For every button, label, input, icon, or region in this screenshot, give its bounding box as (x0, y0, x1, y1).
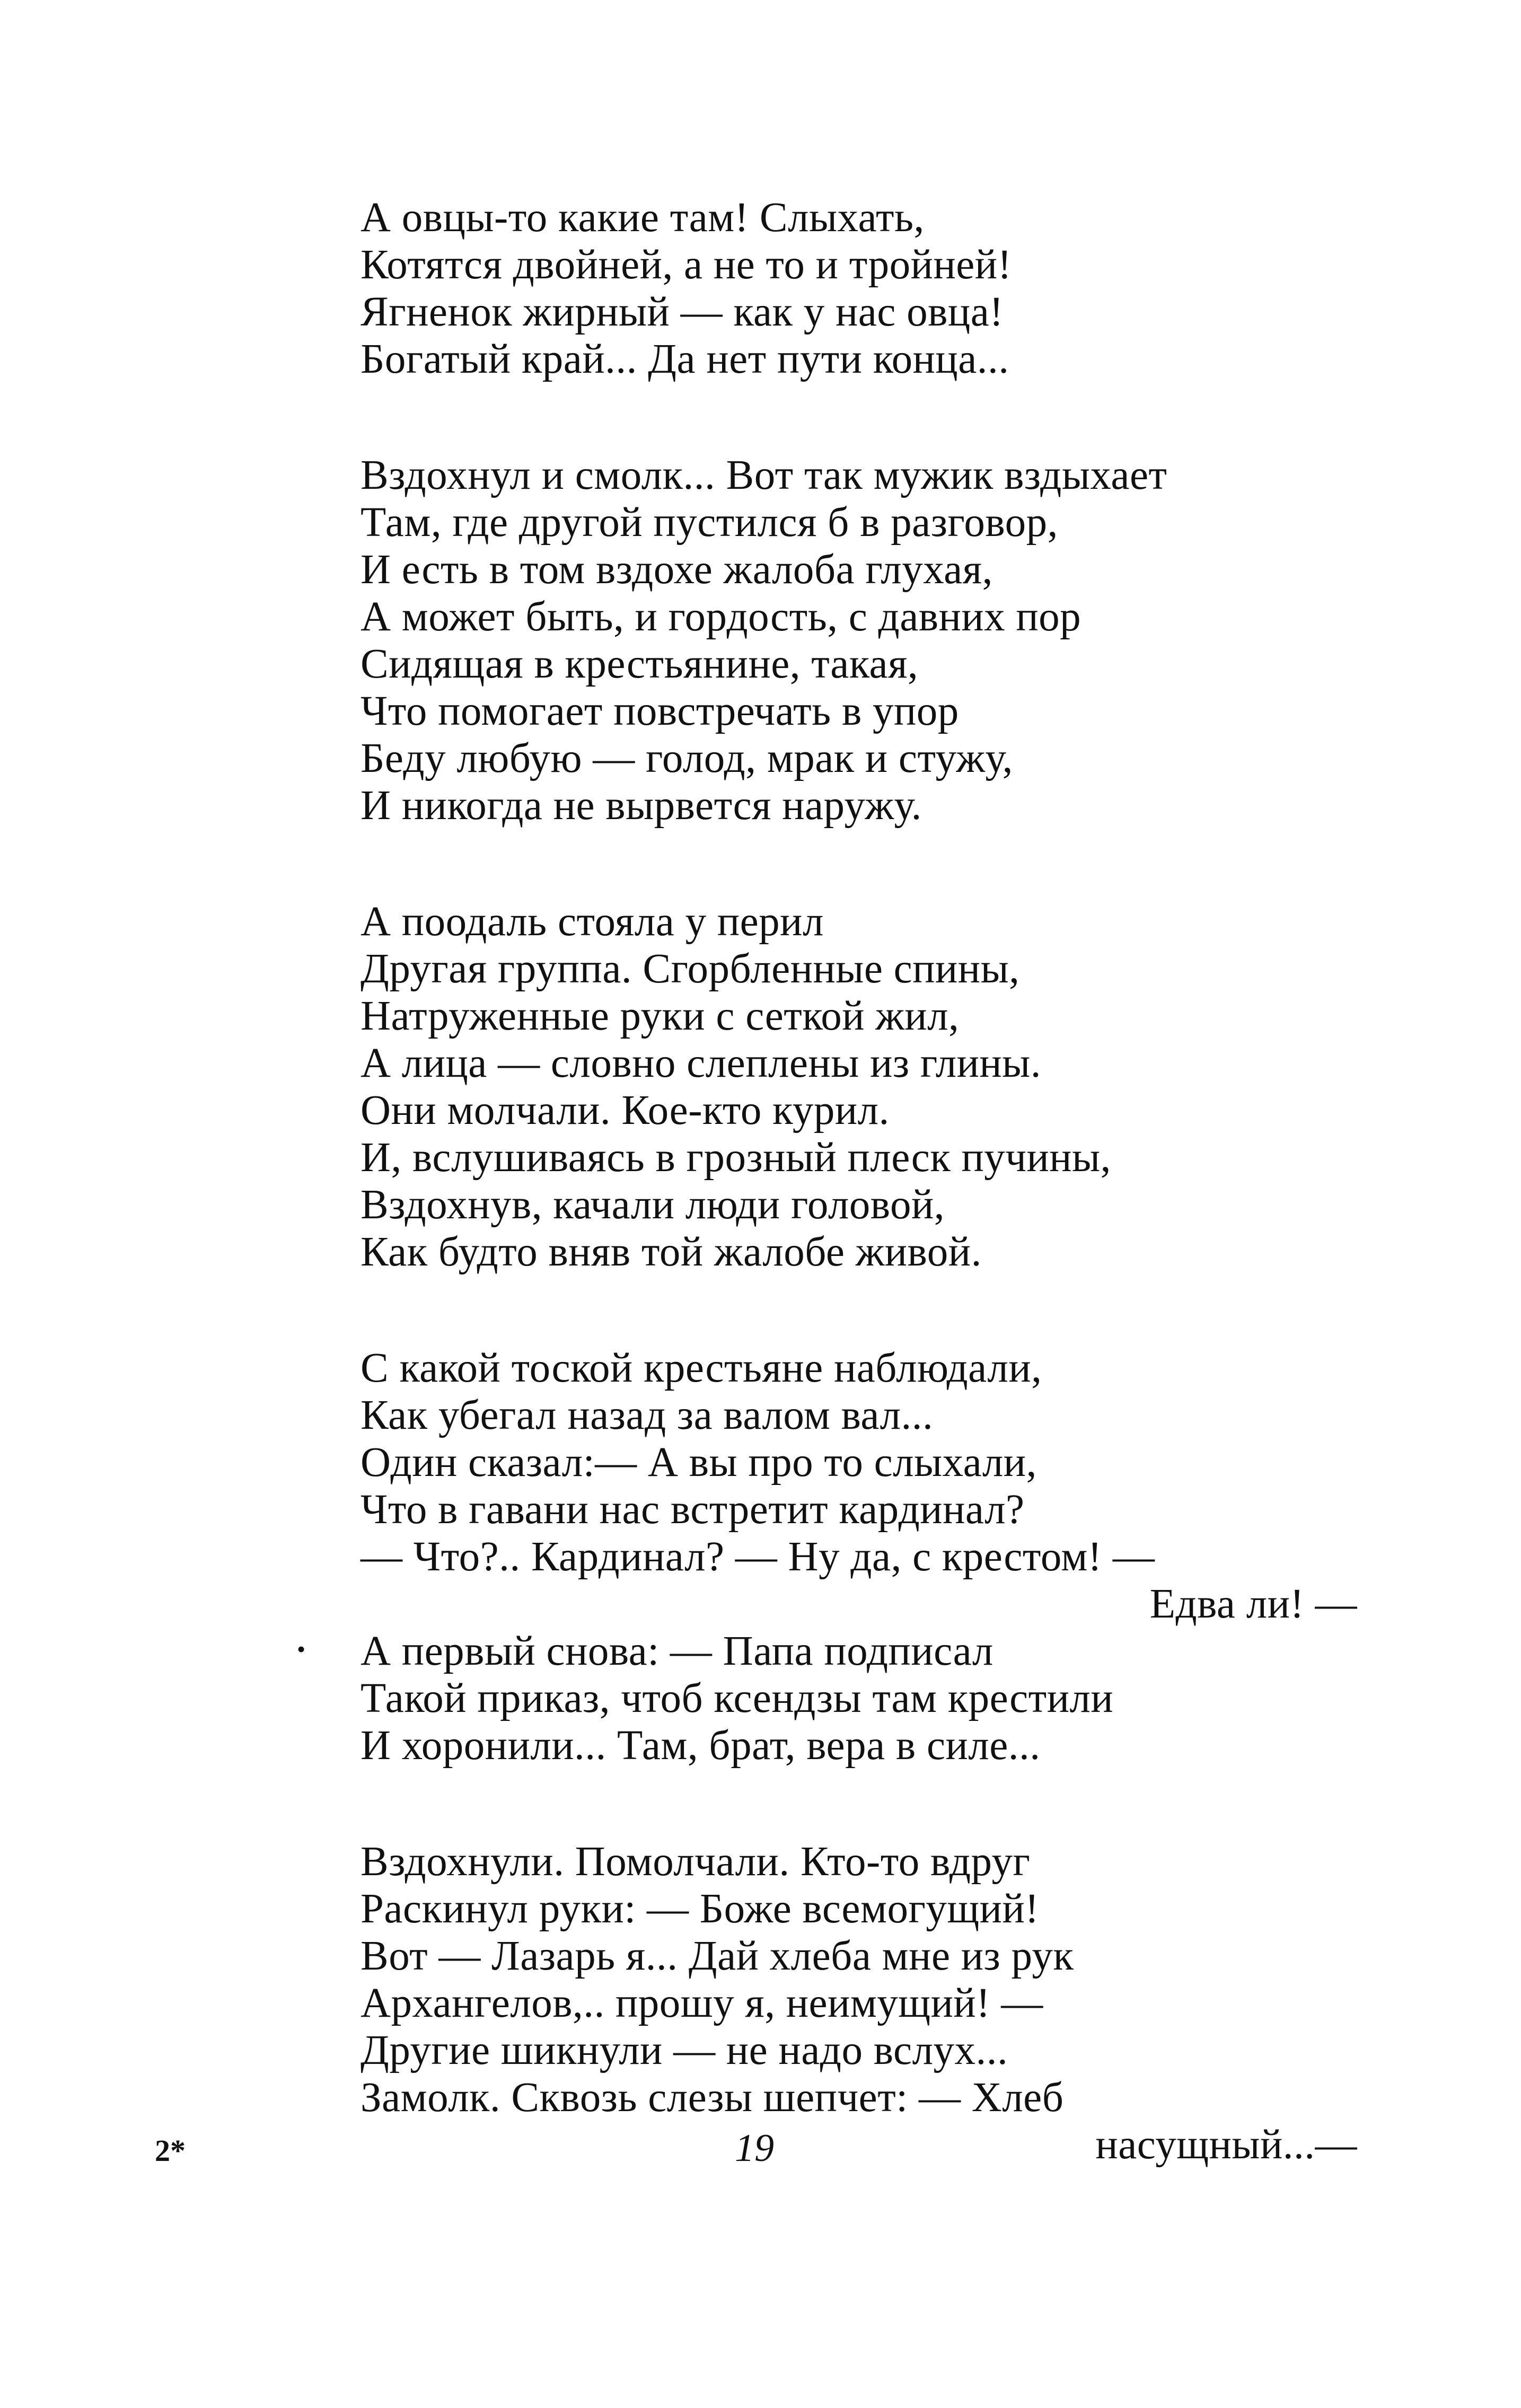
stanza (361, 194, 1357, 383)
poem-line: А может быть, и гордость, с давних пор (361, 594, 1082, 640)
poem-body (361, 194, 1357, 2168)
poem-line: Там, где другой пустился б в разговор, (361, 499, 1058, 546)
poem-line: Замолк. Сквозь слезы шепчет: — Хлеб (361, 2075, 1064, 2121)
stanza (361, 1344, 1357, 1769)
poem-line: Вздохнули. Помолчали. Кто-то вдруг (361, 1839, 1031, 1885)
poem-line: А овцы-то какие там! Слыхать, (361, 195, 925, 241)
poem-line: Вот — Лазарь я... Дай хлеба мне из рук (361, 1933, 1074, 1979)
poem-line: С какой тоской крестьяне наблюдали, (361, 1345, 1042, 1391)
poem-line: Что помогает повстречать в упор (361, 688, 959, 734)
poem-line: — Что?.. Кардинал? — Ну да, с крестом! — (361, 1534, 1155, 1580)
page-number: 19 (735, 2126, 774, 2170)
stanza (361, 1838, 1357, 2168)
poem-line: Архангелов,.. прошу я, неимущий! — (361, 1980, 1043, 2026)
poem-line: Как будто вняв той жалобе живой. (361, 1229, 982, 1275)
poem-line: Как убегал назад за валом вал... (361, 1392, 934, 1438)
poem-line: И хоронили... Там, брат, вера в силе... (361, 1722, 1041, 1769)
poem-line: Натруженные руки с сеткой жил, (361, 993, 960, 1039)
poem-line: Едва ли! — (1149, 1581, 1357, 1627)
poem-line: А лица — словно слеплены из глины. (361, 1040, 1042, 1086)
print-speck: • (297, 1636, 306, 1663)
poem-line: Вздохнув, качали люди головой, (361, 1182, 945, 1228)
poem-line: Раскинул руки: — Боже всемогущий! (361, 1886, 1040, 1932)
poem-line: И есть в том вздохе жалоба глухая, (361, 547, 993, 593)
poem-line: насущный...— (1095, 2122, 1357, 2168)
poem-line: Другие шикнули — не надо вслух... (361, 2027, 1008, 2073)
poem-line: Другая группа. Сгорбленные спины, (361, 946, 1020, 992)
poem-line: Вздохнул и смолк... Вот так мужик вздыхает (361, 452, 1167, 498)
poem-line: Богатый край... Да нет пути конца... (361, 336, 1009, 382)
poem-line: Что в гавани нас встретит кардинал? (361, 1487, 1025, 1533)
poem-line: И, вслушиваясь в грозный плеск пучины, (361, 1135, 1111, 1181)
poem-line: Один сказал:— А вы про то слыхали, (361, 1439, 1037, 1486)
poem-line: Они молчали. Кое-кто курил. (361, 1087, 890, 1133)
poem-line: А первый снова: — Папа подписал (361, 1628, 994, 1674)
poem-line: Сидящая в крестьянине, такая, (361, 641, 919, 687)
poem-line: Котятся двойней, а не то и тройней! (361, 242, 1012, 288)
stanza (361, 898, 1357, 1276)
poem-line: Беду любую — голод, мрак и стужу, (361, 735, 1013, 781)
printer-signature-mark: 2* (155, 2133, 186, 2168)
poem-line: А поодаль стояла у перил (361, 899, 824, 945)
poem-line: Такой приказ, чтоб ксендзы там крестили (361, 1675, 1114, 1721)
stanza (361, 452, 1357, 829)
poem-line: И никогда не вырвется наружу. (361, 783, 922, 829)
poem-line: Ягненок жирный — как у нас овца! (361, 289, 1004, 335)
